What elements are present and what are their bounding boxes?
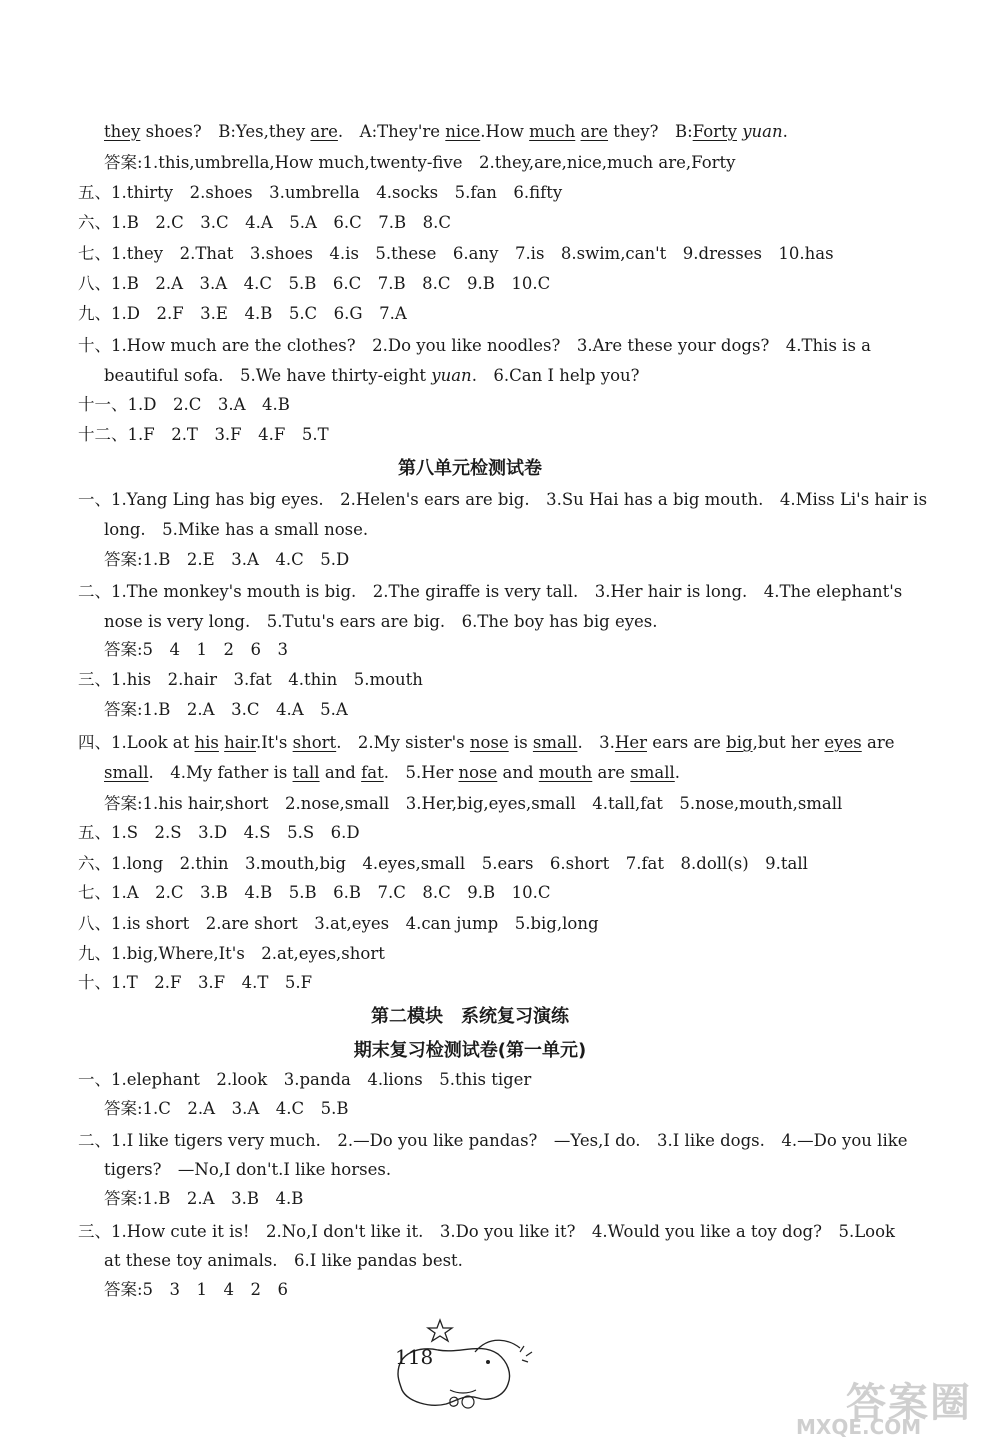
text: . 2.My sister's: [336, 733, 470, 752]
answer-line: 九、1.big,Where,It's 2.at,eyes,short: [78, 944, 385, 963]
answer-line: 六、1.B 2.C 3.C 4.A 5.A 6.C 7.B 8.C: [78, 213, 452, 232]
answer-line: 二、1.The monkey's mouth is big. 2.The giraffe is very tall. 3.Her hair is long. 4.The elephant's: [78, 582, 903, 601]
underlined-word: short: [292, 733, 337, 752]
answer-line: 十、1.T 2.F 3.F 4.T 5.F: [78, 973, 313, 992]
text: shoes? B:Yes,they: [140, 122, 311, 141]
answer-line: 答案:1.B 2.A 3.B 4.B: [104, 1189, 304, 1208]
text: are: [592, 763, 631, 782]
text: . A:They're: [337, 122, 446, 141]
underlined-word: fat: [361, 763, 384, 782]
answer-line: 六、1.long 2.thin 3.mouth,big 4.eyes,small 5.ears 6.short 7.fat 8.doll(s) 9.tall: [78, 854, 808, 873]
text: .It's: [255, 733, 293, 752]
answer-line: 答案:1.C 2.A 3.A 4.C 5.B: [104, 1099, 349, 1118]
underlined-word: nose: [458, 763, 498, 782]
text: .How: [480, 122, 530, 141]
italic-word: yuan: [742, 122, 783, 141]
text: . 6.Can I help you?: [471, 366, 640, 385]
underlined-word: his: [194, 733, 219, 752]
answer-line: tigers? —No,I don't.I like horses.: [104, 1160, 392, 1179]
text: 四、1.Look at: [78, 733, 195, 752]
underlined-word: small: [104, 763, 149, 782]
answer-line: 答案:1.his hair,short 2.nose,small 3.Her,big,eyes,small 4.tall,fat 5.nose,mouth,small: [104, 794, 843, 813]
answer-line: 答案:1.B 2.E 3.A 4.C 5.D: [104, 550, 350, 569]
answer-line: 八、1.is short 2.are short 3.at,eyes 4.can jump 5.big,long: [78, 914, 599, 933]
underlined-word: are: [310, 122, 338, 141]
underlined-word: small: [630, 763, 675, 782]
underlined-word: big: [726, 733, 753, 752]
answer-line: 答案:1.B 2.A 3.C 4.A 5.A: [104, 700, 348, 719]
underlined-word: tall: [292, 763, 320, 782]
text: ,but her: [752, 733, 825, 752]
answer-line: 答案:1.this,umbrella,How much,twenty-five 2.they,are,nice,much are,Forty: [104, 153, 736, 172]
text-line: [78, 733, 895, 753]
answer-line: nose is very long. 5.Tutu's ears are big. 6.The boy has big eyes.: [104, 612, 658, 631]
answer-line: 二、1.I like tigers very much. 2.—Do you like pandas? —Yes,I do. 3.I like dogs. 4.—Do you like: [78, 1131, 908, 1150]
underlined-word: Her: [614, 733, 647, 752]
text: and: [319, 763, 362, 782]
underlined-word: hair: [224, 733, 256, 752]
answer-line: 十一、1.D 2.C 3.A 4.B: [78, 395, 290, 414]
underlined-word: they: [104, 122, 141, 141]
text: .: [782, 122, 788, 141]
page-number: 118: [395, 1345, 434, 1369]
text: . 5.Her: [383, 763, 459, 782]
underlined-word: are: [580, 122, 609, 141]
text: are: [861, 733, 895, 752]
section-heading: 第八单元检测试卷: [398, 458, 542, 479]
star-icon: [428, 1320, 452, 1341]
answer-line: 十、1.How much are the clothes? 2.Do you like noodles? 3.Are these your dogs? 4.This is a: [78, 336, 871, 355]
section-heading: 期末复习检测试卷(第一单元): [353, 1040, 587, 1061]
answer-line: 三、1.How cute it is! 2.No,I don't like it. 3.Do you like it? 4.Would you like a toy dog? 5.Look: [78, 1222, 896, 1241]
text: they? B:: [608, 122, 693, 141]
text: .: [674, 763, 681, 782]
answer-line: 八、1.B 2.A 3.A 4.C 5.B 6.C 7.B 8.C 9.B 10.C: [78, 274, 551, 293]
text-line: [104, 366, 868, 386]
text: beautiful sofa. 5.We have thirty-eight: [104, 366, 432, 385]
module-heading: 第二模块 系统复习演练: [371, 1006, 569, 1027]
answer-line: 十二、1.F 2.T 3.F 4.F 5.T: [78, 425, 329, 444]
text: and: [497, 763, 539, 782]
answer-line: 答案:5 4 1 2 6 3: [104, 640, 289, 659]
italic-word: yuan: [431, 366, 472, 385]
text-line: [104, 122, 868, 142]
answer-line: at these toy animals. 6.I like pandas best.: [104, 1251, 463, 1270]
underlined-word: nose: [469, 733, 509, 752]
answer-line: 五、1.thirty 2.shoes 3.umbrella 4.socks 5.fan 6.fifty: [78, 183, 563, 202]
underlined-word: much: [529, 122, 576, 141]
watermark-logo: [776, 1371, 986, 1441]
watermark-en: MXQE.COM: [796, 1415, 922, 1439]
shell-icon: [462, 1396, 474, 1408]
text: ears are: [646, 733, 727, 752]
answer-line: 七、1.A 2.C 3.B 4.B 5.B 6.B 7.C 8.C 9.B 10.C: [78, 883, 551, 902]
underlined-word: mouth: [538, 763, 593, 782]
splash-lines: [520, 1346, 532, 1362]
text: is: [508, 733, 533, 752]
answer-line: 七、1.they 2.That 3.shoes 4.is 5.these 6.any 7.is 8.swim,can't 9.dresses 10.has: [78, 244, 834, 263]
underlined-word: small: [532, 733, 578, 752]
answer-line: 一、1.elephant 2.look 3.panda 4.lions 5.this tiger: [78, 1070, 532, 1089]
text-line: [104, 763, 868, 783]
answer-line: 九、1.D 2.F 3.E 4.B 5.C 6.G 7.A: [78, 304, 407, 323]
answer-line: long. 5.Mike has a small nose.: [104, 520, 369, 539]
underlined-word: nice: [445, 122, 481, 141]
watermark-cn: 答案圈: [846, 1380, 972, 1426]
answer-line: 五、1.S 2.S 3.D 4.S 5.S 6.D: [78, 823, 360, 842]
answer-line: 答案:5 3 1 4 2 6: [104, 1280, 289, 1299]
dolphin-eye: [486, 1360, 490, 1364]
answer-line: 一、1.Yang Ling has big eyes. 2.Helen's ears are big. 3.Su Hai has a big mouth. 4.Miss Li's hair is: [78, 490, 928, 509]
text: . 4.My father is: [148, 763, 293, 782]
underlined-word: Forty: [692, 122, 737, 141]
answer-line: 三、1.his 2.hair 3.fat 4.thin 5.mouth: [78, 670, 423, 689]
text: . 3.: [577, 733, 615, 752]
underlined-word: eyes: [824, 733, 862, 752]
dolphin-snout: [475, 1340, 520, 1352]
